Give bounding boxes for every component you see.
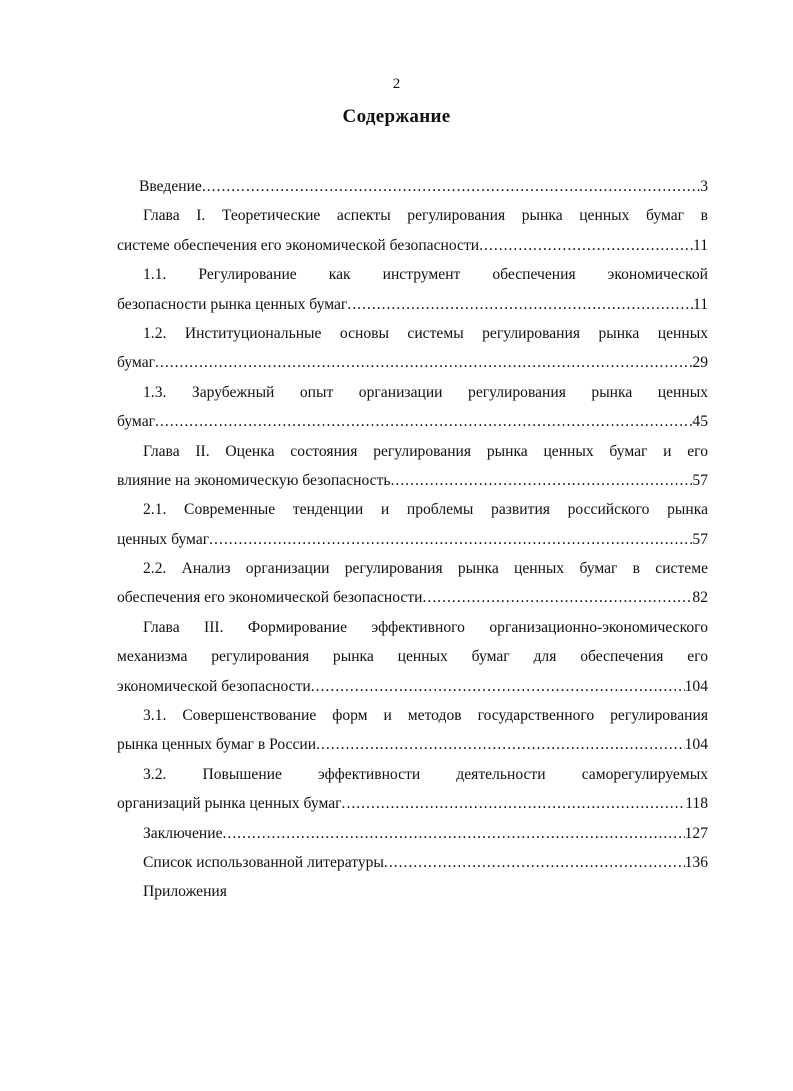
dot-leader [209,525,692,554]
dot-leader [342,789,686,818]
toc-entry-1-1-line1: 1.1. Регулирование как инструмент обеспечения экономической [143,266,708,284]
toc-entry-chapter-3-line3: экономической безопасности ..... 104 [117,672,708,701]
toc-entry-1-3-line1: 1.3. Зарубежный опыт организации регулирования рынка ценных [143,383,708,401]
dot-leader [155,348,692,377]
page-number: 2 [392,76,401,92]
toc-entry-appendix: Приложения [143,883,227,901]
toc-entry-1-2-line2: бумаг ..... 29 [117,348,708,377]
dot-leader [479,231,693,260]
toc-entry-chapter-1-line1: Глава I. Теоретические аспекты регулирования рынка ценных бумаг в [143,207,708,225]
dot-leader [423,583,693,612]
toc-entry-2-2-line2: обеспечения его экономической безопасности ..... 82 [117,583,708,612]
dot-leader [223,819,685,848]
dot-leader [347,290,693,319]
toc-entry-chapter-3-line1: Глава III. Формирование эффективного организационно-экономического [143,618,708,636]
toc-entry-references: Список использованной литературы ..... 136 [117,848,708,877]
toc-entry-chapter-2-line2: влияние на экономическую безопасность ..... 57 [117,466,708,495]
toc-entry-3-1-line1: 3.1. Совершенствование форм и методов государственного регулирования [143,707,708,725]
toc-entry-1-3-line2: бумаг ..... 45 [117,407,708,436]
dot-leader [311,672,685,701]
dot-leader [155,407,692,436]
toc-entry-1-2-line1: 1.2. Институциональные основы системы регулирования рынка ценных [143,324,708,342]
dot-leader [384,848,685,877]
toc-entry-1-1-line2: безопасности рынка ценных бумаг ..... 11 [117,290,708,319]
dot-leader [316,730,685,759]
toc-entry-3-2-line2: организаций рынка ценных бумаг ..... 118 [117,789,708,818]
toc-entry-chapter-2-line1: Глава II. Оценка состояния регулирования рынка ценных бумаг и его [143,442,708,460]
toc-entry-chapter-3-line2: механизма регулирования рынка ценных бумаг для обеспечения его [117,648,708,666]
table-of-contents [117,172,708,907]
dot-leader [391,466,693,495]
toc-entry-intro: Введение ..... 3 [117,172,708,201]
page-title: Содержание [342,106,451,127]
toc-entry-2-1-line2: ценных бумаг ..... 57 [117,525,708,554]
toc-entry-chapter-1-line2: системе обеспечения его экономической безопасности ..... 11 [117,231,708,260]
toc-entry-3-2-line1: 3.2. Повышение эффективности деятельности саморегулируемых [143,765,708,783]
toc-entry-2-2-line1: 2.2. Анализ организации регулирования рынка ценных бумаг в системе [143,560,708,578]
dot-leader [202,172,700,201]
toc-entry-3-1-line2: рынка ценных бумаг в России ..... 104 [117,730,708,759]
toc-entry-conclusion: Заключение ..... 127 [117,819,708,848]
toc-entry-2-1-line1: 2.1. Современные тенденции и проблемы развития российского рынка [143,501,708,519]
